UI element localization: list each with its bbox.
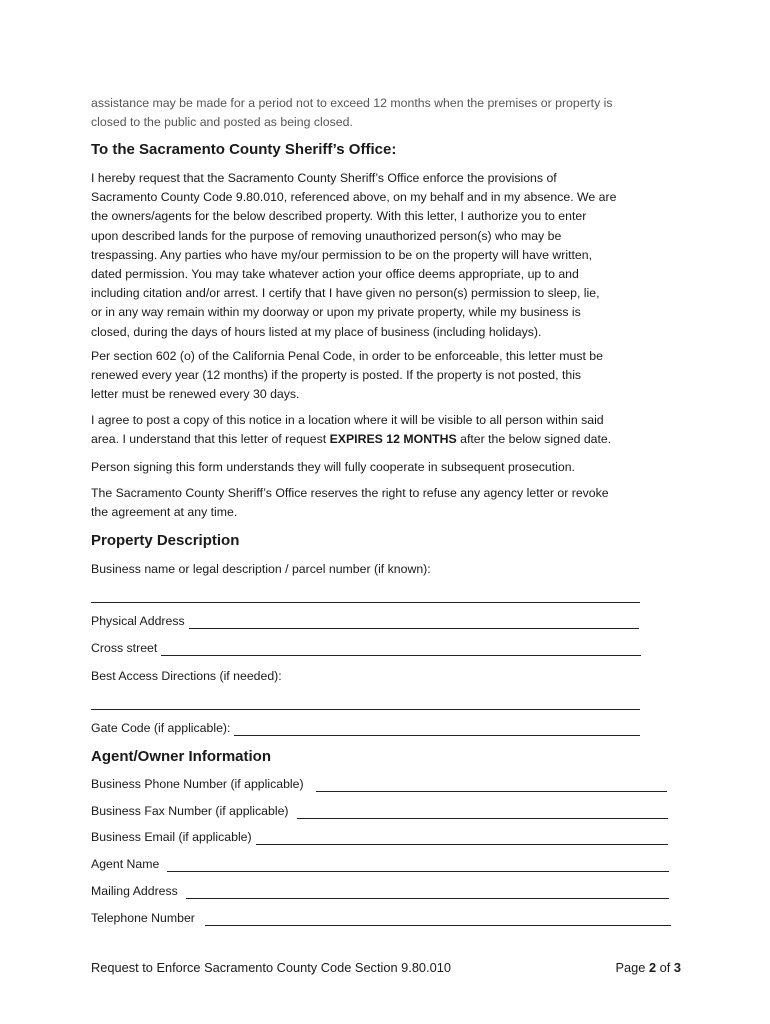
cross-street-field[interactable]: Cross street: [91, 640, 641, 656]
page-footer: [91, 960, 681, 975]
agent-name-field[interactable]: Agent Name: [91, 856, 669, 872]
business-fax-field[interactable]: Business Fax Number (if applicable): [91, 803, 668, 819]
physical-address-field[interactable]: Physical Address: [91, 613, 639, 629]
expires-emphasis: EXPIRES 12 MONTHS: [329, 432, 457, 447]
section-heading-sheriff: To the Sacramento County Sheriff’s Office:: [91, 141, 397, 158]
intro-paragraph: assistance may be made for a period not to exceed 12 months when the premises or property is closed to the public and posted as being closed.: [91, 96, 613, 130]
business-name-field[interactable]: [91, 602, 640, 603]
page-number: Page 2 of 3: [615, 960, 681, 975]
footer-title: Request to Enforce Sacramento County Code Section 9.80.010: [91, 960, 451, 975]
gate-code-field[interactable]: Gate Code (if applicable):: [91, 720, 640, 736]
section-heading-property: Property Description: [91, 532, 240, 549]
mailing-address-field[interactable]: Mailing Address: [91, 883, 669, 899]
access-directions-field[interactable]: [91, 709, 640, 710]
request-paragraph: I hereby request that the Sacramento County Sheriff’s Office enforce the provisions of Sacramento County Code 9.80.010, referenced above, on my behalf and in my absence. We are the owners/agents for the below described property. With this letter, I authorize you to enter upon described lands for the purpose of removing unauthorized person(s) who may be trespassing. Any parties who have my/our permission to be on the property will have written, dated permission. You may take whatever action your office deems appropriate, up to and including citation and/or arrest. I certify that I have given no person(s) permission to sleep, lie, or in any way remain within my doorway or upon my private property, while my business is closed, during the days of hours listed at my place of business (including holidays).: [91, 171, 617, 339]
penal-code-paragraph: Per section 602 (o) of the California Penal Code, in order to be enforceable, this letter must be renewed every year (12 months) if the property is posted. If the property is not posted, this letter must be renewed every 30 days.: [91, 349, 603, 402]
posting-paragraph: I agree to post a copy of this notice in a location where it will be visible to all person within said area. I understand that this letter of request EXPIRES 12 MONTHS after the below signed date.: [91, 413, 612, 447]
reserves-right-paragraph: The Sacramento County Sheriff’s Office reserves the right to refuse any agency letter or revoke the agreement at any time.: [91, 486, 609, 520]
business-email-field[interactable]: Business Email (if applicable): [91, 829, 668, 845]
telephone-number-field[interactable]: Telephone Number: [91, 910, 671, 926]
cooperation-paragraph: Person signing this form understands they will fully cooperate in subsequent prosecution.: [91, 460, 575, 474]
business-phone-field[interactable]: Business Phone Number (if applicable): [91, 776, 667, 792]
section-heading-agent: Agent/Owner Information: [91, 748, 271, 765]
access-directions-label: Best Access Directions (if needed):: [91, 669, 282, 683]
business-name-label: Business name or legal description / parcel number (if known):: [91, 562, 431, 576]
